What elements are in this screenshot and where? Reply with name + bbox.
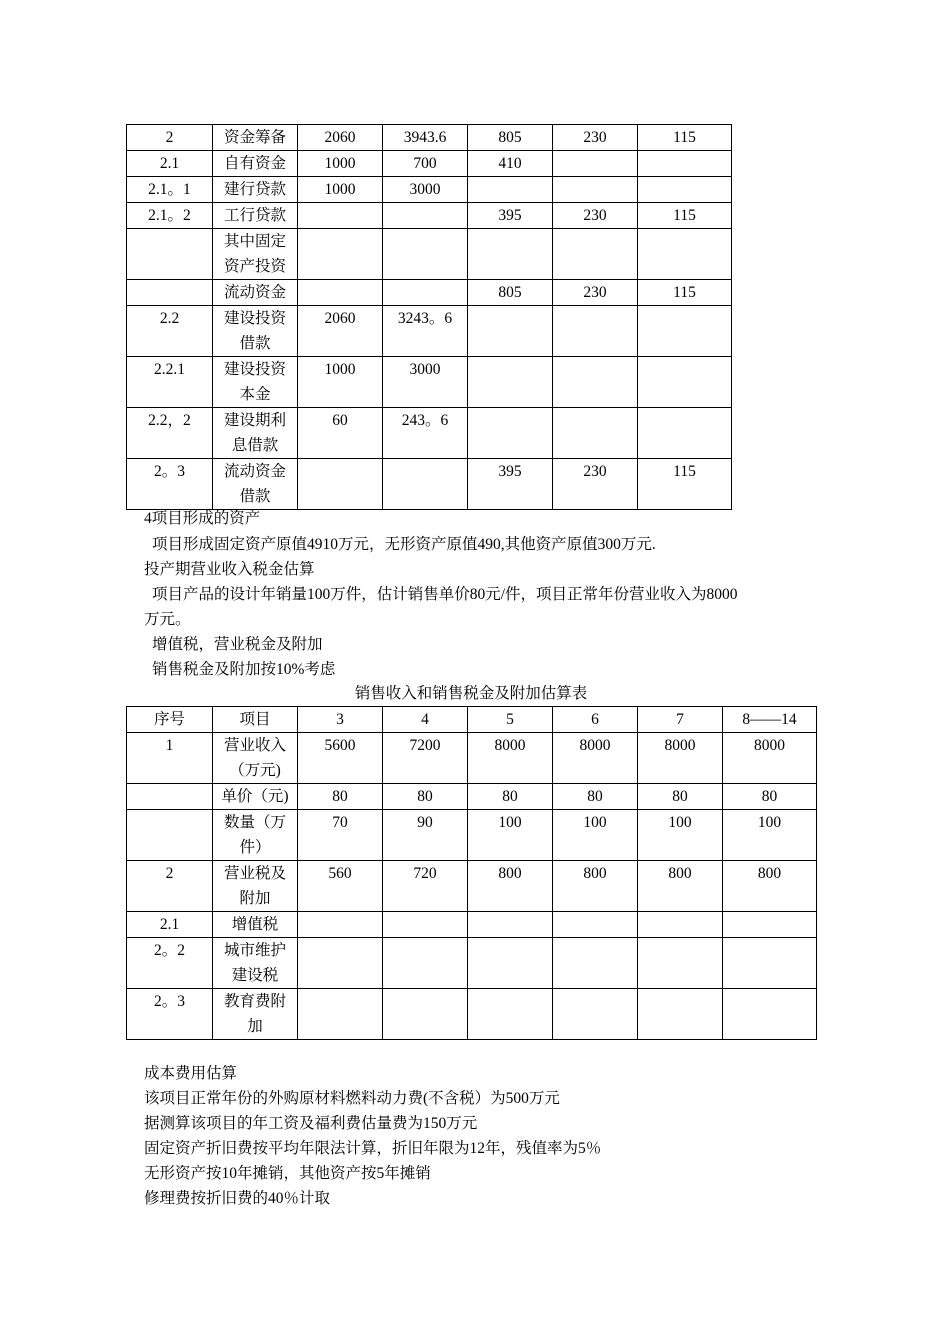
value-cell: 3000 bbox=[383, 177, 468, 203]
column-header: 3 bbox=[298, 707, 383, 733]
row-number-cell: 2.2.1 bbox=[127, 357, 213, 408]
value-cell: 230 bbox=[553, 459, 638, 510]
value-cell bbox=[638, 357, 732, 408]
table-row bbox=[127, 177, 732, 203]
revenue-heading: 投产期营业收入税金估算 bbox=[144, 561, 315, 578]
table-row bbox=[127, 229, 732, 280]
value-cell bbox=[723, 912, 817, 938]
table-row bbox=[127, 810, 817, 861]
value-cell: 80 bbox=[298, 784, 383, 810]
value-cell: 2060 bbox=[298, 306, 383, 357]
table-header-row bbox=[127, 707, 817, 733]
table-row bbox=[127, 306, 732, 357]
item-name-cell: 建设期利息借款 bbox=[213, 408, 298, 459]
row-number-cell: 1 bbox=[127, 733, 213, 784]
value-cell: 230 bbox=[553, 280, 638, 306]
value-cell: 60 bbox=[298, 408, 383, 459]
value-cell: 3943.6 bbox=[383, 125, 468, 151]
value-cell: 115 bbox=[638, 280, 732, 306]
value-cell bbox=[553, 177, 638, 203]
row-number-cell: 2.1。2 bbox=[127, 203, 213, 229]
cost-line-3: 固定资产折旧费按平均年限法计算，折旧年限为12年，残值率为5％ bbox=[144, 1140, 602, 1157]
value-cell bbox=[553, 408, 638, 459]
row-number-cell: 2.1 bbox=[127, 912, 213, 938]
cost-line-2: 据测算该项目的年工资及福利费估量费为150万元 bbox=[144, 1115, 478, 1132]
value-cell: 80 bbox=[553, 784, 638, 810]
value-cell bbox=[468, 912, 553, 938]
value-cell bbox=[468, 306, 553, 357]
item-name-cell: 营业税及附加 bbox=[213, 861, 298, 912]
vat-note: 增值税，营业税金及附加 bbox=[152, 636, 323, 653]
value-cell bbox=[638, 151, 732, 177]
item-name-cell: 流动资金借款 bbox=[213, 459, 298, 510]
table-row bbox=[127, 408, 732, 459]
value-cell bbox=[298, 280, 383, 306]
assets-text: 项目形成固定资产原值4910万元，无形资产原值490,其他资产原值300万元. bbox=[152, 536, 656, 553]
value-cell bbox=[298, 203, 383, 229]
item-name-cell: 资金筹备 bbox=[213, 125, 298, 151]
value-cell: 243。6 bbox=[383, 408, 468, 459]
value-cell bbox=[638, 177, 732, 203]
value-cell bbox=[638, 912, 723, 938]
item-name-cell: 自有资金 bbox=[213, 151, 298, 177]
cost-line-4: 无形资产按10年摊销，其他资产按5年摊销 bbox=[144, 1165, 431, 1182]
value-cell: 100 bbox=[638, 810, 723, 861]
value-cell bbox=[638, 938, 723, 989]
value-cell bbox=[638, 229, 732, 280]
value-cell: 8000 bbox=[638, 733, 723, 784]
value-cell: 115 bbox=[638, 125, 732, 151]
value-cell: 100 bbox=[553, 810, 638, 861]
row-number-cell: 2。3 bbox=[127, 459, 213, 510]
value-cell: 115 bbox=[638, 203, 732, 229]
table-row bbox=[127, 125, 732, 151]
value-cell bbox=[553, 151, 638, 177]
table-row bbox=[127, 151, 732, 177]
item-name-cell: 城市维护建设税 bbox=[213, 938, 298, 989]
table-row bbox=[127, 861, 817, 912]
value-cell: 80 bbox=[638, 784, 723, 810]
value-cell bbox=[468, 177, 553, 203]
value-cell: 3243。6 bbox=[383, 306, 468, 357]
value-cell bbox=[468, 229, 553, 280]
row-number-cell: 2 bbox=[127, 861, 213, 912]
item-name-cell: 数量（万件） bbox=[213, 810, 298, 861]
column-header: 7 bbox=[638, 707, 723, 733]
value-cell bbox=[298, 912, 383, 938]
table-row bbox=[127, 938, 817, 989]
row-number-cell bbox=[127, 229, 213, 280]
item-name-cell: 其中固定资产投资 bbox=[213, 229, 298, 280]
value-cell bbox=[723, 938, 817, 989]
column-header: 项目 bbox=[213, 707, 298, 733]
value-cell: 230 bbox=[553, 203, 638, 229]
value-cell: 230 bbox=[553, 125, 638, 151]
value-cell: 700 bbox=[383, 151, 468, 177]
table-row bbox=[127, 912, 817, 938]
value-cell bbox=[553, 229, 638, 280]
value-cell bbox=[298, 938, 383, 989]
value-cell: 100 bbox=[723, 810, 817, 861]
value-cell: 8000 bbox=[468, 733, 553, 784]
value-cell bbox=[553, 938, 638, 989]
value-cell bbox=[383, 459, 468, 510]
column-header: 5 bbox=[468, 707, 553, 733]
row-number-cell: 2。2 bbox=[127, 938, 213, 989]
value-cell bbox=[383, 203, 468, 229]
value-cell bbox=[468, 938, 553, 989]
value-cell: 560 bbox=[298, 861, 383, 912]
table-row bbox=[127, 280, 732, 306]
value-cell bbox=[553, 912, 638, 938]
table-row bbox=[127, 357, 732, 408]
item-name-cell: 营业收入（万元) bbox=[213, 733, 298, 784]
table-row bbox=[127, 459, 732, 510]
value-cell: 805 bbox=[468, 280, 553, 306]
row-number-cell: 2.2 bbox=[127, 306, 213, 357]
value-cell bbox=[638, 989, 723, 1040]
table-row bbox=[127, 203, 732, 229]
item-name-cell: 流动资金 bbox=[213, 280, 298, 306]
value-cell bbox=[638, 306, 732, 357]
value-cell bbox=[468, 357, 553, 408]
cost-heading: 成本费用估算 bbox=[144, 1065, 238, 1082]
value-cell bbox=[298, 229, 383, 280]
value-cell: 8000 bbox=[723, 733, 817, 784]
value-cell: 395 bbox=[468, 203, 553, 229]
row-number-cell: 2.1。1 bbox=[127, 177, 213, 203]
table-row bbox=[127, 989, 817, 1040]
value-cell bbox=[723, 989, 817, 1040]
column-header: 序号 bbox=[127, 707, 213, 733]
row-number-cell: 2。3 bbox=[127, 989, 213, 1040]
value-cell bbox=[298, 459, 383, 510]
tax-rate-note: 销售税金及附加按10%考虑 bbox=[152, 661, 336, 678]
value-cell bbox=[383, 912, 468, 938]
value-cell: 70 bbox=[298, 810, 383, 861]
row-number-cell bbox=[127, 280, 213, 306]
value-cell: 100 bbox=[468, 810, 553, 861]
value-cell bbox=[553, 989, 638, 1040]
value-cell: 7200 bbox=[383, 733, 468, 784]
item-name-cell: 工行贷款 bbox=[213, 203, 298, 229]
value-cell bbox=[553, 357, 638, 408]
row-number-cell: 2.2，2 bbox=[127, 408, 213, 459]
value-cell: 5600 bbox=[298, 733, 383, 784]
value-cell bbox=[383, 229, 468, 280]
value-cell: 90 bbox=[383, 810, 468, 861]
funding-table bbox=[126, 124, 732, 510]
cost-line-1: 该项目正常年份的外购原材料燃料动力费(不含税）为500万元 bbox=[144, 1090, 560, 1107]
row-number-cell bbox=[127, 784, 213, 810]
value-cell bbox=[468, 989, 553, 1040]
value-cell: 80 bbox=[383, 784, 468, 810]
item-name-cell: 建行贷款 bbox=[213, 177, 298, 203]
table-row bbox=[127, 733, 817, 784]
row-number-cell: 2 bbox=[127, 125, 213, 151]
value-cell: 805 bbox=[468, 125, 553, 151]
value-cell: 80 bbox=[468, 784, 553, 810]
value-cell bbox=[298, 989, 383, 1040]
item-name-cell: 单价（元) bbox=[213, 784, 298, 810]
value-cell: 800 bbox=[723, 861, 817, 912]
column-header: 8——14 bbox=[723, 707, 817, 733]
value-cell: 720 bbox=[383, 861, 468, 912]
value-cell: 8000 bbox=[553, 733, 638, 784]
value-cell: 800 bbox=[553, 861, 638, 912]
value-cell: 800 bbox=[638, 861, 723, 912]
value-cell: 410 bbox=[468, 151, 553, 177]
cost-line-5: 修理费按折旧费的40％计取 bbox=[144, 1190, 331, 1207]
column-header: 6 bbox=[553, 707, 638, 733]
value-cell bbox=[383, 280, 468, 306]
value-cell bbox=[468, 408, 553, 459]
sales-tax-table bbox=[126, 706, 817, 1040]
revenue-text-cont: 万元。 bbox=[144, 611, 191, 628]
value-cell: 1000 bbox=[298, 151, 383, 177]
value-cell bbox=[383, 938, 468, 989]
column-header: 4 bbox=[383, 707, 468, 733]
assets-heading: 4项目形成的资产 bbox=[144, 510, 261, 527]
value-cell: 800 bbox=[468, 861, 553, 912]
value-cell bbox=[638, 408, 732, 459]
value-cell: 2060 bbox=[298, 125, 383, 151]
table2-title: 销售收入和销售税金及附加估算表 bbox=[354, 685, 588, 702]
value-cell: 3000 bbox=[383, 357, 468, 408]
value-cell: 1000 bbox=[298, 177, 383, 203]
table-row bbox=[127, 784, 817, 810]
item-name-cell: 建设投资借款 bbox=[213, 306, 298, 357]
value-cell: 1000 bbox=[298, 357, 383, 408]
value-cell bbox=[553, 306, 638, 357]
value-cell bbox=[383, 989, 468, 1040]
revenue-text: 项目产品的设计年销量100万件，估计销售单价80元/件，项目正常年份营业收入为8000 bbox=[152, 586, 738, 603]
item-name-cell: 建设投资本金 bbox=[213, 357, 298, 408]
item-name-cell: 教育费附加 bbox=[213, 989, 298, 1040]
row-number-cell: 2.1 bbox=[127, 151, 213, 177]
value-cell: 115 bbox=[638, 459, 732, 510]
value-cell: 80 bbox=[723, 784, 817, 810]
value-cell: 395 bbox=[468, 459, 553, 510]
item-name-cell: 增值税 bbox=[213, 912, 298, 938]
row-number-cell bbox=[127, 810, 213, 861]
